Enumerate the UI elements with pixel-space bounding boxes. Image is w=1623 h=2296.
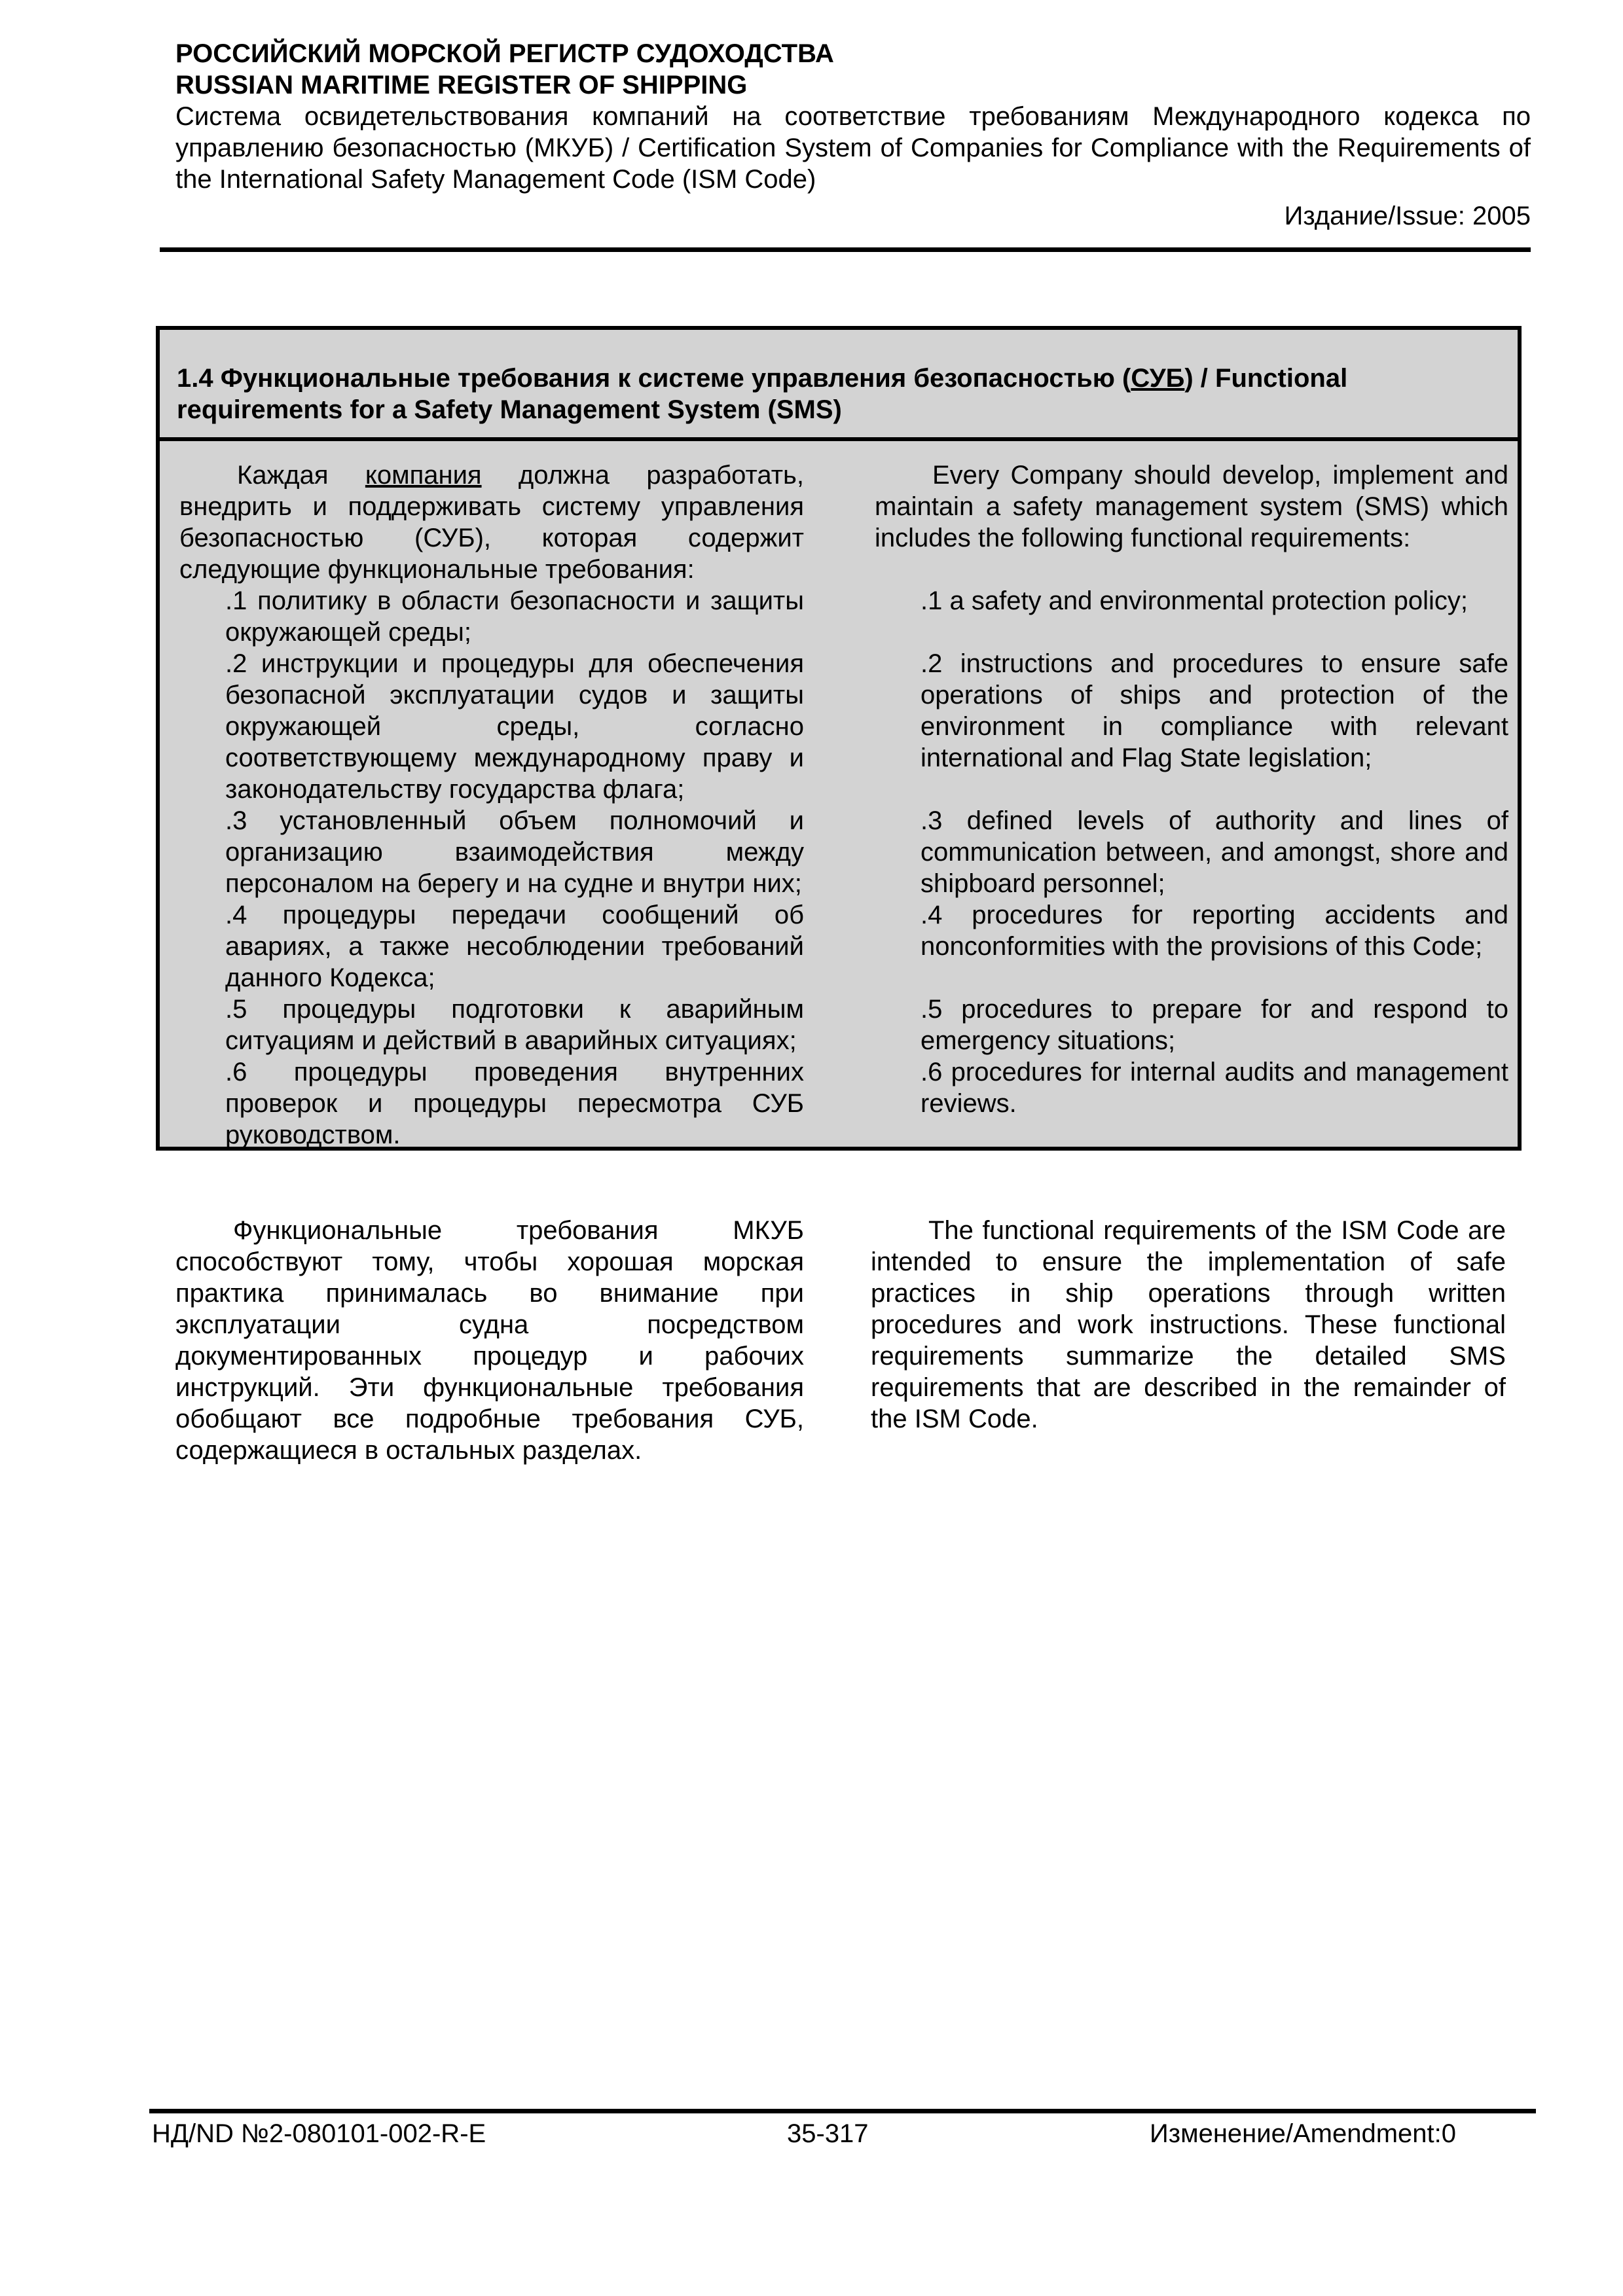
requirement-text-en bbox=[875, 459, 1508, 1119]
header-rule bbox=[160, 247, 1531, 252]
header-issue: Издание/Issue: 2005 bbox=[1284, 202, 1531, 230]
section-title bbox=[160, 330, 1518, 441]
header-title-ru: РОССИЙСКИЙ МОРСКОЙ РЕГИСТР СУДОХОДСТВА bbox=[175, 39, 834, 68]
footer-doc-number: НД/ND №2-080101-002-R-E bbox=[152, 2119, 486, 2148]
en-item-6: .6 procedures for internal audits and management reviews. bbox=[921, 1058, 1508, 1118]
footer-page-number: 35-317 bbox=[787, 2119, 869, 2148]
section-title-post: ) / Functional requirements for a Safety Management System (SMS) bbox=[177, 364, 1348, 424]
sms-link[interactable]: СУБ bbox=[1131, 364, 1185, 393]
header-title-en: RUSSIAN MARITIME REGISTER OF SHIPPING bbox=[175, 71, 748, 99]
company-link[interactable]: компания bbox=[365, 461, 482, 490]
commentary-ru-text: Функциональные требования МКУБ способствуют тому, чтобы хорошая морская практика принималась во внимание при эксплуатации судна посредством документированных процедур и рабочих инструкций. Эти функциональные требования обобщают все подробные требования СУБ, содержащиеся в остальных разделах. bbox=[175, 1216, 804, 1465]
page-header bbox=[175, 38, 1531, 232]
requirement-text-ru bbox=[179, 459, 804, 1151]
footer-amendment: Изменение/Amendment:0 bbox=[1150, 2119, 1456, 2148]
en-item-2: .2 instructions and procedures to ensure safe operations of ships and protection of the environment in compliance with relevant international and Flag State legislation; bbox=[921, 649, 1508, 772]
ru-item-3: .3 установленный объем полномочий и организацию взаимодействия между персоналом на берегу и на судне и внутри них; bbox=[225, 806, 804, 898]
ru-item-4: .4 процедуры передачи сообщений об авариях, а также несоблюдении требований данного Кодекса; bbox=[225, 901, 804, 992]
ru-item-6: .6 процедуры проведения внутренних проверок и процедуры пересмотра СУБ руководством. bbox=[225, 1058, 804, 1149]
ru-item-5: .5 процедуры подготовки к аварийным ситуациям и действий в аварийных ситуациях; bbox=[225, 995, 804, 1055]
section-title-pre: 1.4 Функциональные требования к системе управления безопасностью ( bbox=[177, 364, 1131, 393]
en-item-1: .1 a safety and environmental protection policy; bbox=[921, 586, 1468, 615]
ru-intro: Каждая компания должна разработать, внедрить и поддерживать систему управления безопасностью (СУБ), которая содержит следующие функциональные требования: bbox=[179, 461, 805, 584]
en-intro: Every Company should develop, implement and maintain a safety management system (SMS) which includes the following functional requirements: bbox=[875, 461, 1508, 552]
ru-item-1: .1 политику в области безопасности и защиты окружающей среды; bbox=[225, 586, 804, 647]
commentary-en-text: The functional requirements of the ISM Code are intended to ensure the implementation of safe practices in ship operations through written procedures and work instructions. These functional requirements summarize the detailed SMS requirements that are described in the remainder of the ISM Code. bbox=[871, 1216, 1506, 1433]
en-item-5: .5 procedures to prepare for and respond to emergency situations; bbox=[921, 995, 1508, 1055]
commentary-ru bbox=[175, 1215, 804, 1466]
requirement-box bbox=[156, 326, 1522, 1151]
footer-rule bbox=[149, 2109, 1536, 2113]
en-item-4: .4 procedures for reporting accidents and nonconformities with the provisions of this Code; bbox=[921, 901, 1508, 961]
en-item-3: .3 defined levels of authority and lines of communication between, and amongst, shore and shipboard personnel; bbox=[921, 806, 1508, 898]
commentary-en bbox=[871, 1215, 1506, 1435]
header-subtitle: Система освидетельствования компаний на соответствие требованиям Международного кодекса по управлению безопасностью (МКУБ) / Certification System of Companies for Compliance with the Requirements of the International Safety Management Code (ISM Code) bbox=[175, 102, 1531, 194]
ru-item-2: .2 инструкции и процедуры для обеспечения безопасной эксплуатации судов и защиты окружающей среды, согласно соответствующему международному праву и законодательству государства флага; bbox=[225, 649, 804, 804]
